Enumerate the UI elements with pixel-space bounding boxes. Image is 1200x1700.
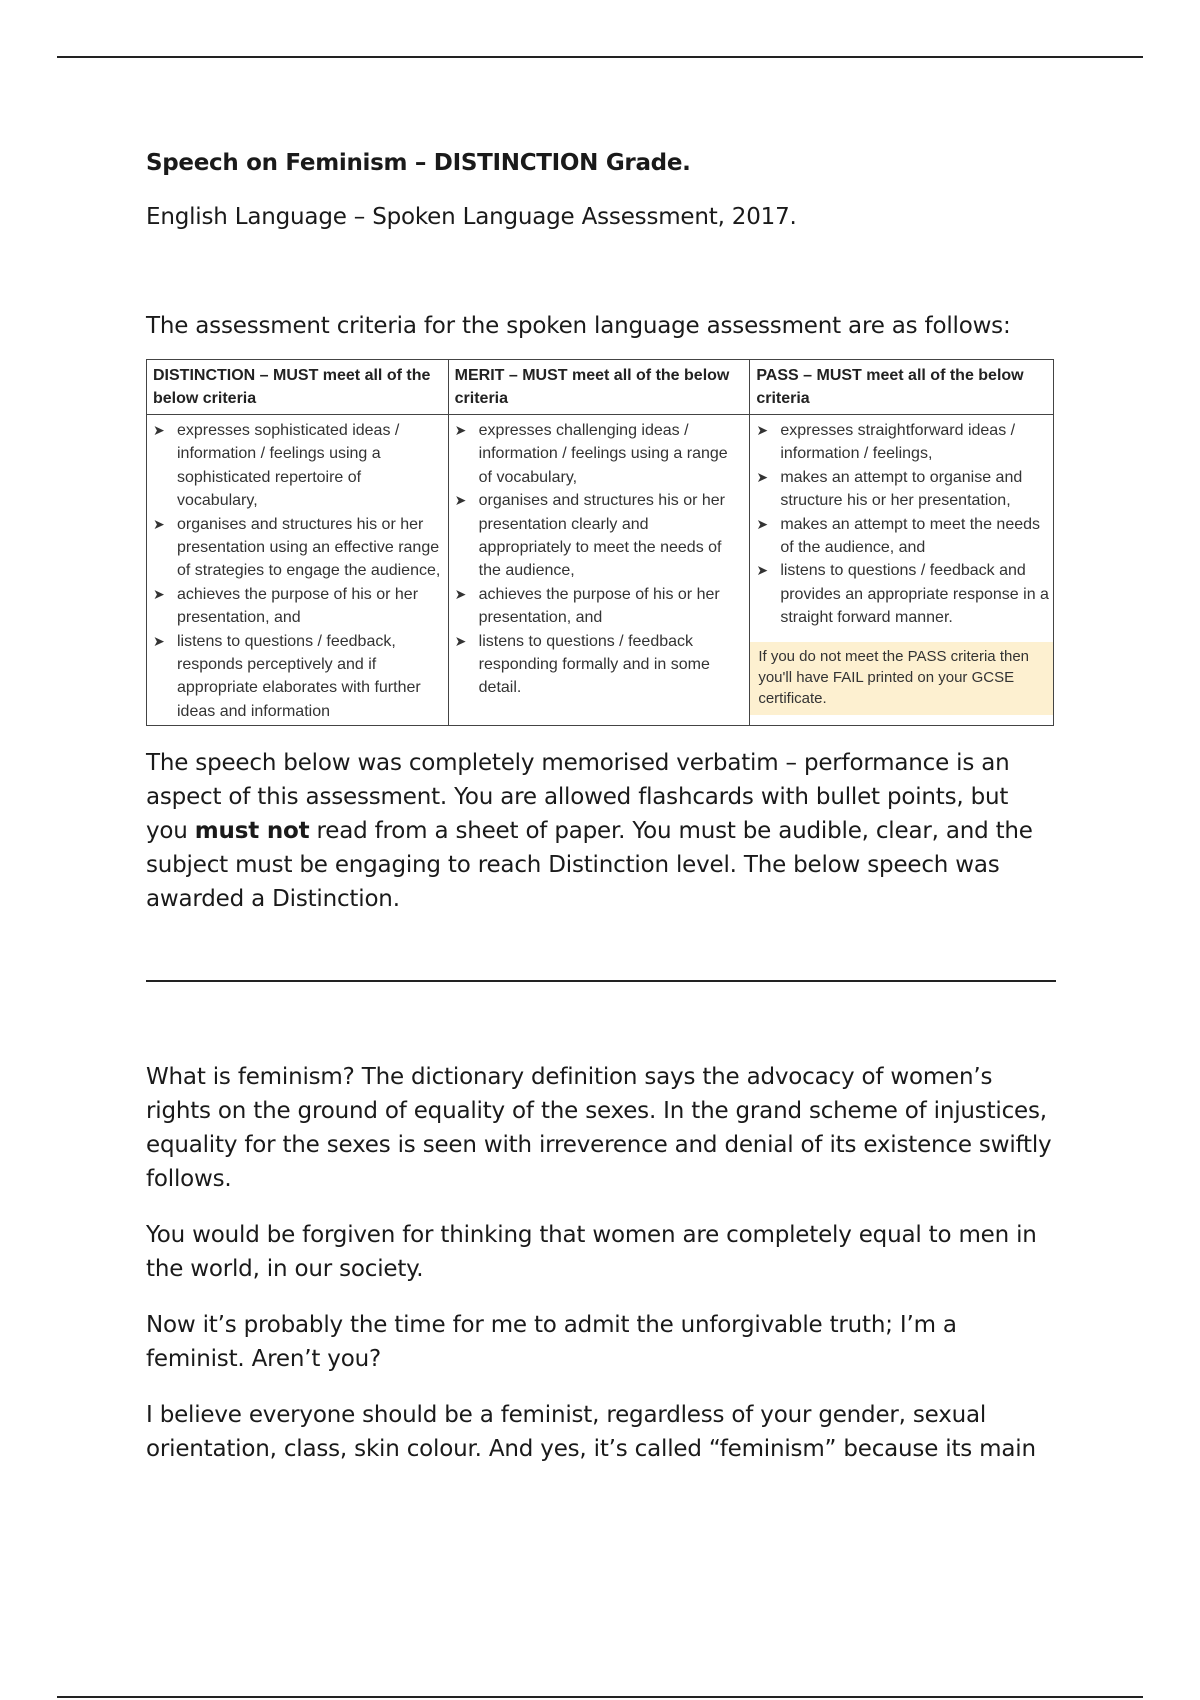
list-item: ➤ listens to questions / feedback and provides an appropriate response in a straight forward manner. (756, 559, 1049, 629)
arrow-bullet-icon: ➤ (454, 492, 467, 509)
arrow-bullet-icon: ➤ (153, 632, 165, 649)
speech-paragraph: What is feminism? The dictionary definition says the advocacy of women’s rights on the ground of equality of the sexes. In the grand scheme of injustices, equality for the sexes is seen with irreverence and denial of its existence swiftly follows. (146, 1064, 1052, 1193)
arrow-bullet-icon: ➤ (454, 585, 467, 602)
criteria-body-row (147, 415, 1054, 726)
document-title: Speech on Feminism – DISTINCTION Grade. (146, 150, 691, 176)
arrow-bullet-icon: ➤ (756, 422, 769, 438)
list-item: ➤ makes an attempt to meet the needs of the audience, and (756, 513, 1049, 560)
speech-text (146, 1060, 1056, 1466)
emphasis-must-not: must not (194, 818, 310, 845)
document-subtitle: English Language – Spoken Language Assessment, 2017. (146, 204, 797, 230)
list-item: ➤ expresses straightforward ideas / information / feelings, (756, 419, 1049, 466)
page-bottom-rule (57, 1696, 1143, 1698)
distinction-list (153, 419, 444, 723)
criteria-header-row (147, 360, 1054, 415)
arrow-bullet-icon: ➤ (454, 632, 467, 649)
arrow-bullet-icon: ➤ (454, 422, 467, 438)
merit-list (455, 419, 746, 700)
list-item: ➤ makes an attempt to organise and structure his or her presentation, (756, 466, 1049, 513)
arrow-bullet-icon: ➤ (756, 515, 769, 532)
merit-criteria (448, 415, 750, 726)
list-item: ➤ organises and structures his or her presentation using an effective range of strategies to engage the audience, (153, 513, 444, 583)
document-body (146, 146, 1056, 1488)
list-item: ➤ listens to questions / feedback responding formally and in some detail. (455, 630, 746, 700)
pass-header: PASS – MUST meet all of the below criteria (750, 360, 1054, 415)
arrow-bullet-icon: ➤ (153, 515, 165, 532)
list-item: ➤ achieves the purpose of his or her presentation, and (455, 583, 746, 630)
distinction-criteria (147, 415, 449, 726)
criteria-intro: The assessment criteria for the spoken language assessment are as follows: (146, 313, 1011, 339)
speech-paragraph: I believe everyone should be a feminist, regardless of your gender, sexual orientation, class, skin colour. And yes, it’s called “feminism” because its main (146, 1402, 1036, 1463)
page-top-rule (57, 56, 1143, 58)
list-item: ➤ listens to questions / feedback, responds perceptively and if appropriate elaborates with further ideas and information (153, 630, 444, 724)
list-item: ➤ expresses sophisticated ideas / information / feelings using a sophisticated repertoire of vocabulary, (153, 419, 444, 513)
list-item: ➤ achieves the purpose of his or her presentation, and (153, 583, 444, 630)
pass-list (756, 419, 1049, 630)
assessment-note: The speech below was completely memorised verbatim – performance is an aspect of this assessment. You are allowed flashcards with bullet points, but you must not read from a sheet of paper. You must be audible, clear, and the subject must be engaging to reach Distinction level. The below speech was awarded a Distinction. (146, 750, 1033, 913)
speech-paragraph: You would be forgiven for thinking that women are completely equal to men in the world, in our society. (146, 1222, 1037, 1283)
fail-note: If you do not meet the PASS criteria then you'll have FAIL printed on your GCSE certificate. (750, 642, 1053, 715)
arrow-bullet-icon: ➤ (153, 585, 165, 602)
speech-paragraph: Now it’s probably the time for me to admit the unforgivable truth; I’m a feminist. Aren’t you? (146, 1312, 957, 1373)
list-item: ➤ organises and structures his or her presentation clearly and appropriately to meet the needs of the audience, (455, 489, 746, 583)
list-item: ➤ expresses challenging ideas / information / feelings using a range of vocabulary, (455, 419, 746, 489)
arrow-bullet-icon: ➤ (756, 562, 769, 579)
pass-criteria (750, 415, 1054, 726)
distinction-header: DISTINCTION – MUST meet all of the below criteria (147, 360, 449, 415)
criteria-table (146, 359, 1054, 726)
arrow-bullet-icon: ➤ (756, 468, 769, 485)
arrow-bullet-icon: ➤ (153, 422, 165, 438)
merit-header: MERIT – MUST meet all of the below criteria (448, 360, 750, 415)
section-divider (146, 980, 1056, 982)
